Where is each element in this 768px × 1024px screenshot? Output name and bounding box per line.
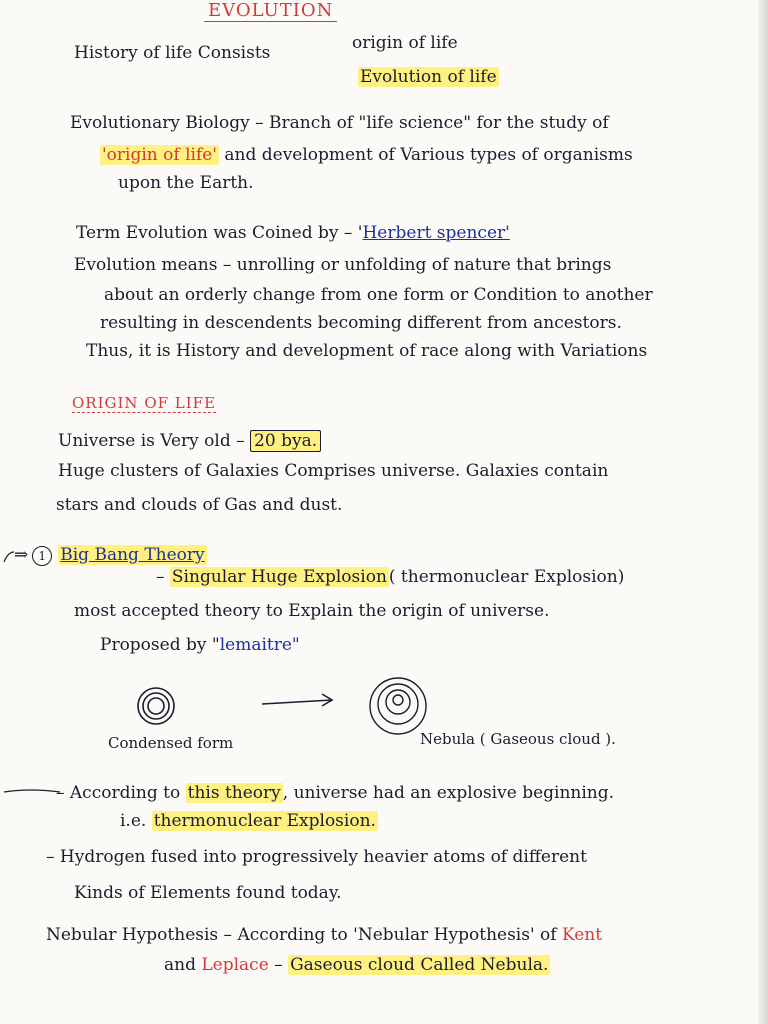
evo-means-line3: resulting in descendents becoming different from ancestors. <box>100 313 622 333</box>
term-evolution-line: Term Evolution was Coined by – 'Herbert spencer' <box>76 223 510 243</box>
page-edge <box>758 0 768 1024</box>
universe-age-box: 20 bya. <box>250 430 321 452</box>
number-badge: 1 <box>32 546 52 566</box>
evo-biology-line1: Evolutionary Biology – Branch of "life science" for the study of <box>70 113 609 133</box>
underline-scribble-icon <box>4 552 60 792</box>
big-bang-line2: most accepted theory to Explain the origin of universe. <box>74 601 550 621</box>
condensed-form-caption: Condensed form <box>108 734 234 752</box>
evo-means-line4: Thus, it is History and development of race along with Variations <box>86 341 648 361</box>
history-branch-evolution: Evolution of life <box>360 67 497 87</box>
big-bang-proposed: Proposed by "lemaitre" <box>100 635 300 655</box>
theory-point2-line1: – Hydrogen fused into progressively heavier atoms of different <box>46 847 587 867</box>
universe-line2: Huge clusters of Galaxies Comprises universe. Galaxies contain <box>58 461 609 481</box>
page-heading: EVOLUTION <box>204 0 337 22</box>
condensed-form-icon <box>138 688 174 724</box>
history-label: History of life Consists <box>74 43 271 63</box>
evo-biology-line2: 'origin of life' and development of Various types of organisms <box>102 145 633 165</box>
equals-arrow-icon: ⇒ <box>14 545 29 565</box>
nebula-icon <box>370 678 426 734</box>
history-branch-origin: origin of life <box>352 33 458 53</box>
universe-line1: Universe is Very old – 20 bya. <box>58 430 321 452</box>
nebular-line1: Nebular Hypothesis – According to 'Nebular Hypothesis' of Kent <box>46 925 603 945</box>
nebular-line2: and Leplace – Gaseous cloud Called Nebula. <box>164 955 549 975</box>
evo-biology-line3: upon the Earth. <box>118 173 254 193</box>
theory-point2-line2: Kinds of Elements found today. <box>74 883 342 903</box>
evo-means-line1: Evolution means – unrolling or unfolding of nature that brings <box>74 255 612 275</box>
evo-means-line2: about an orderly change from one form or Condition to another <box>104 285 653 305</box>
nebula-caption: Nebula ( Gaseous cloud ). <box>420 730 616 748</box>
big-bang-definition: – Singular Huge Explosion ( thermonuclear Explosion) <box>156 567 625 587</box>
theory-point1-line1: – According to this theory , universe had an explosive beginning. <box>56 783 615 803</box>
theory-point1-line2: i.e. thermonuclear Explosion. <box>120 811 376 831</box>
universe-line3: stars and clouds of Gas and dust. <box>56 495 343 515</box>
big-bang-title-line: ⇒ 1 Big Bang Theory <box>14 545 205 565</box>
arrow-icon <box>262 694 332 706</box>
origin-heading: ORIGIN OF LIFE <box>72 394 217 412</box>
